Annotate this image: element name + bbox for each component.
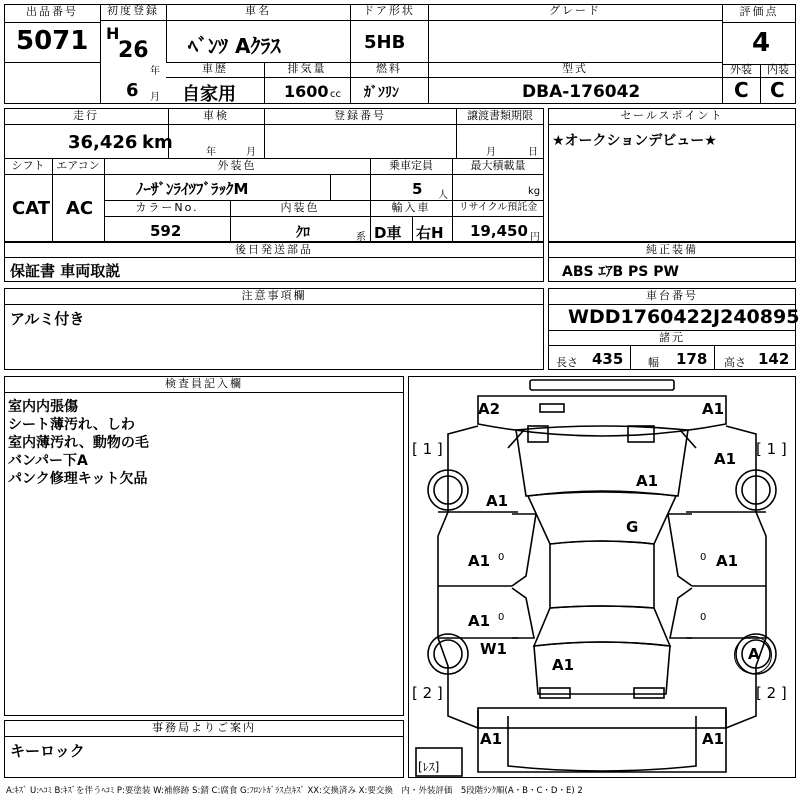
tire-label: [ 1 ] xyxy=(756,440,787,458)
legend-footer: A:ｷｽﾞ U:ﾍｺﾐ B:ｷｽﾞを伴うﾍｺﾐ P:要塗装 W:補修跡 S:錆 C:腐食 G:ﾌﾛﾝﾄｶﾞﾗｽ点ｷｽﾞ XX:交換済み X:要交換 内・外装評価 5段階ﾗﾝｸ順(A・B・C・D・E) 2 xyxy=(6,786,583,796)
damage-mark: A xyxy=(748,645,760,663)
recycle-label: リサイクル預託金 xyxy=(458,202,538,213)
inspector-line: パンク修理キット欠品 xyxy=(8,471,148,487)
inspector-line: バンパー下A xyxy=(8,453,88,469)
height-value: 142 xyxy=(758,350,790,368)
int-color-unit: 系 xyxy=(356,232,366,243)
transfer-day-unit: 日 xyxy=(528,147,538,158)
first-reg-label: 初度登録 xyxy=(107,4,159,17)
year-unit: 年 xyxy=(150,66,160,77)
inspection-label: 車検 xyxy=(203,109,229,122)
import-type: D車 xyxy=(374,224,402,242)
rear-light-right xyxy=(634,688,664,698)
car-diagram xyxy=(408,376,796,778)
mileage-unit: km xyxy=(142,132,173,153)
color-no: 592 xyxy=(150,222,182,240)
left-body-side xyxy=(438,426,478,728)
ac: AC xyxy=(66,198,94,219)
office-label: 事務局よりご案内 xyxy=(152,721,256,734)
damage-mark: A1 xyxy=(636,472,659,490)
rear-window xyxy=(534,606,670,646)
sales-point-text: ★オークションデビュー★ xyxy=(552,133,717,149)
damage-mark: A1 xyxy=(468,612,491,630)
height-label: 高さ xyxy=(724,356,746,369)
month-unit: 月 xyxy=(150,92,160,103)
zero-mark: 0 xyxy=(700,552,707,563)
grade-label: グレード xyxy=(549,4,601,17)
damage-mark: A2 xyxy=(478,400,501,418)
history-label: 車歴 xyxy=(202,62,228,75)
vehicle-info-box xyxy=(4,108,544,242)
damage-mark: A1 xyxy=(480,730,503,748)
door-type: 5HB xyxy=(364,32,406,53)
equipment-text: ABS ｴｱB PS PW xyxy=(562,264,679,280)
grille xyxy=(540,404,564,412)
load-label: 最大積載量 xyxy=(470,159,526,172)
door-label: ドア形状 xyxy=(363,4,415,17)
chassis-label: 車台番号 xyxy=(646,289,698,302)
zero-mark: 0 xyxy=(498,552,505,563)
damage-mark: A1 xyxy=(468,552,491,570)
rear-bumper-bar xyxy=(530,380,674,390)
transfer-label: 譲渡書類期限 xyxy=(467,109,533,122)
spare-tire-label: [ﾚｽ] xyxy=(418,760,440,774)
capacity-unit: 人 xyxy=(438,190,448,201)
int-color-label: 内装色 xyxy=(280,201,320,214)
notes-label: 注意事項欄 xyxy=(241,289,307,302)
damage-mark: A1 xyxy=(486,492,509,510)
right-body-side xyxy=(726,426,766,728)
interior-color: ｸﾛ xyxy=(296,225,310,241)
shift-label: シフト xyxy=(11,159,45,172)
later-parts-label: 後日発送部品 xyxy=(235,243,313,256)
damage-mark: A1 xyxy=(716,552,739,570)
inspection-month-unit: 月 xyxy=(246,147,256,158)
color-no-label: カラーNo. xyxy=(135,201,199,214)
era: H xyxy=(106,24,120,43)
mileage: 36,426 xyxy=(68,132,138,153)
length-label: 長さ xyxy=(556,356,578,369)
tire-label: [ 2 ] xyxy=(756,684,787,702)
rear-light-left xyxy=(540,688,570,698)
width-value: 178 xyxy=(676,350,708,368)
zero-mark: 0 xyxy=(700,612,707,623)
inspection-year-unit: 年 xyxy=(206,147,216,158)
damage-mark: G xyxy=(626,518,639,536)
tire-label: [ 1 ] xyxy=(412,440,443,458)
inspector-label: 検査員記入欄 xyxy=(165,377,243,390)
int-grade-label: 内装 xyxy=(767,63,789,76)
damage-mark: A1 xyxy=(714,450,737,468)
car-name-label: 車名 xyxy=(245,4,271,17)
office-text: キーロック xyxy=(10,742,85,760)
recycle-fee: 19,450 xyxy=(470,222,528,240)
length-value: 435 xyxy=(592,350,624,368)
model-code: DBA-176042 xyxy=(522,82,641,102)
damage-mark: A1 xyxy=(702,400,725,418)
sales-point-box xyxy=(548,108,796,242)
fuel-label: 燃料 xyxy=(376,62,402,75)
chassis-number: WDD1760422J240895 xyxy=(568,306,800,328)
displacement-unit: cc xyxy=(330,89,341,100)
sales-point-label: セールスポイント xyxy=(620,109,724,122)
damage-mark: A1 xyxy=(552,656,575,674)
displacement: 1600 xyxy=(284,82,329,101)
equipment-label: 純正装備 xyxy=(646,243,698,256)
capacity: 5 xyxy=(412,180,423,198)
displacement-label: 排気量 xyxy=(287,62,327,75)
damage-mark: W1 xyxy=(480,640,507,658)
ac-label: エアコン xyxy=(56,159,100,172)
fuel: ｶﾞｿﾘﾝ xyxy=(364,85,399,101)
inspector-line: 室内内張傷 xyxy=(8,399,78,415)
car-name: ﾍﾞﾝﾂ Aｸﾗｽ xyxy=(188,34,281,58)
import-label: 輸入車 xyxy=(391,201,431,214)
width-label: 幅 xyxy=(648,356,659,369)
score-label: 評価点 xyxy=(739,5,779,18)
shift: CAT xyxy=(12,198,51,219)
lot-label: 出品番号 xyxy=(26,5,78,18)
reg-no-label: 登録番号 xyxy=(334,109,386,122)
steering-side: 右H xyxy=(416,224,444,242)
mileage-label: 走行 xyxy=(73,109,99,122)
rear-panel xyxy=(478,710,726,772)
tire-label: [ 2 ] xyxy=(412,684,443,702)
color-label: 外装色 xyxy=(217,159,257,172)
exterior-color: ﾉｰｻﾞﾝﾗｲﾂﾌﾞﾗｯｸM xyxy=(136,180,249,198)
inspector-line: 室内薄汚れ、動物の毛 xyxy=(8,435,149,451)
ext-grade-label: 外装 xyxy=(730,63,752,76)
zero-mark: 0 xyxy=(498,612,505,623)
notes-text: アルミ付き xyxy=(10,310,85,328)
dimensions-label: 諸元 xyxy=(659,331,685,344)
score: 4 xyxy=(752,28,771,58)
rear-bumper xyxy=(478,708,726,728)
lot-number: 5071 xyxy=(16,26,89,56)
reg-year: 26 xyxy=(118,38,149,63)
roof xyxy=(550,541,654,608)
recycle-unit: 円 xyxy=(530,232,540,243)
int-grade: C xyxy=(770,78,785,102)
load-unit: kg xyxy=(528,186,541,197)
damage-mark: A1 xyxy=(702,730,725,748)
ext-grade: C xyxy=(734,78,749,102)
later-parts-text: 保証書 車両取説 xyxy=(10,262,121,280)
history: 自家用 xyxy=(182,84,236,105)
mark-circle xyxy=(734,636,772,674)
inspector-line: シート薄汚れ、しわ xyxy=(8,417,135,433)
transfer-month-unit: 月 xyxy=(486,147,496,158)
reg-month: 6 xyxy=(126,80,139,101)
capacity-label: 乗車定員 xyxy=(389,159,433,172)
windshield xyxy=(528,491,676,544)
model-label: 型式 xyxy=(562,62,588,75)
